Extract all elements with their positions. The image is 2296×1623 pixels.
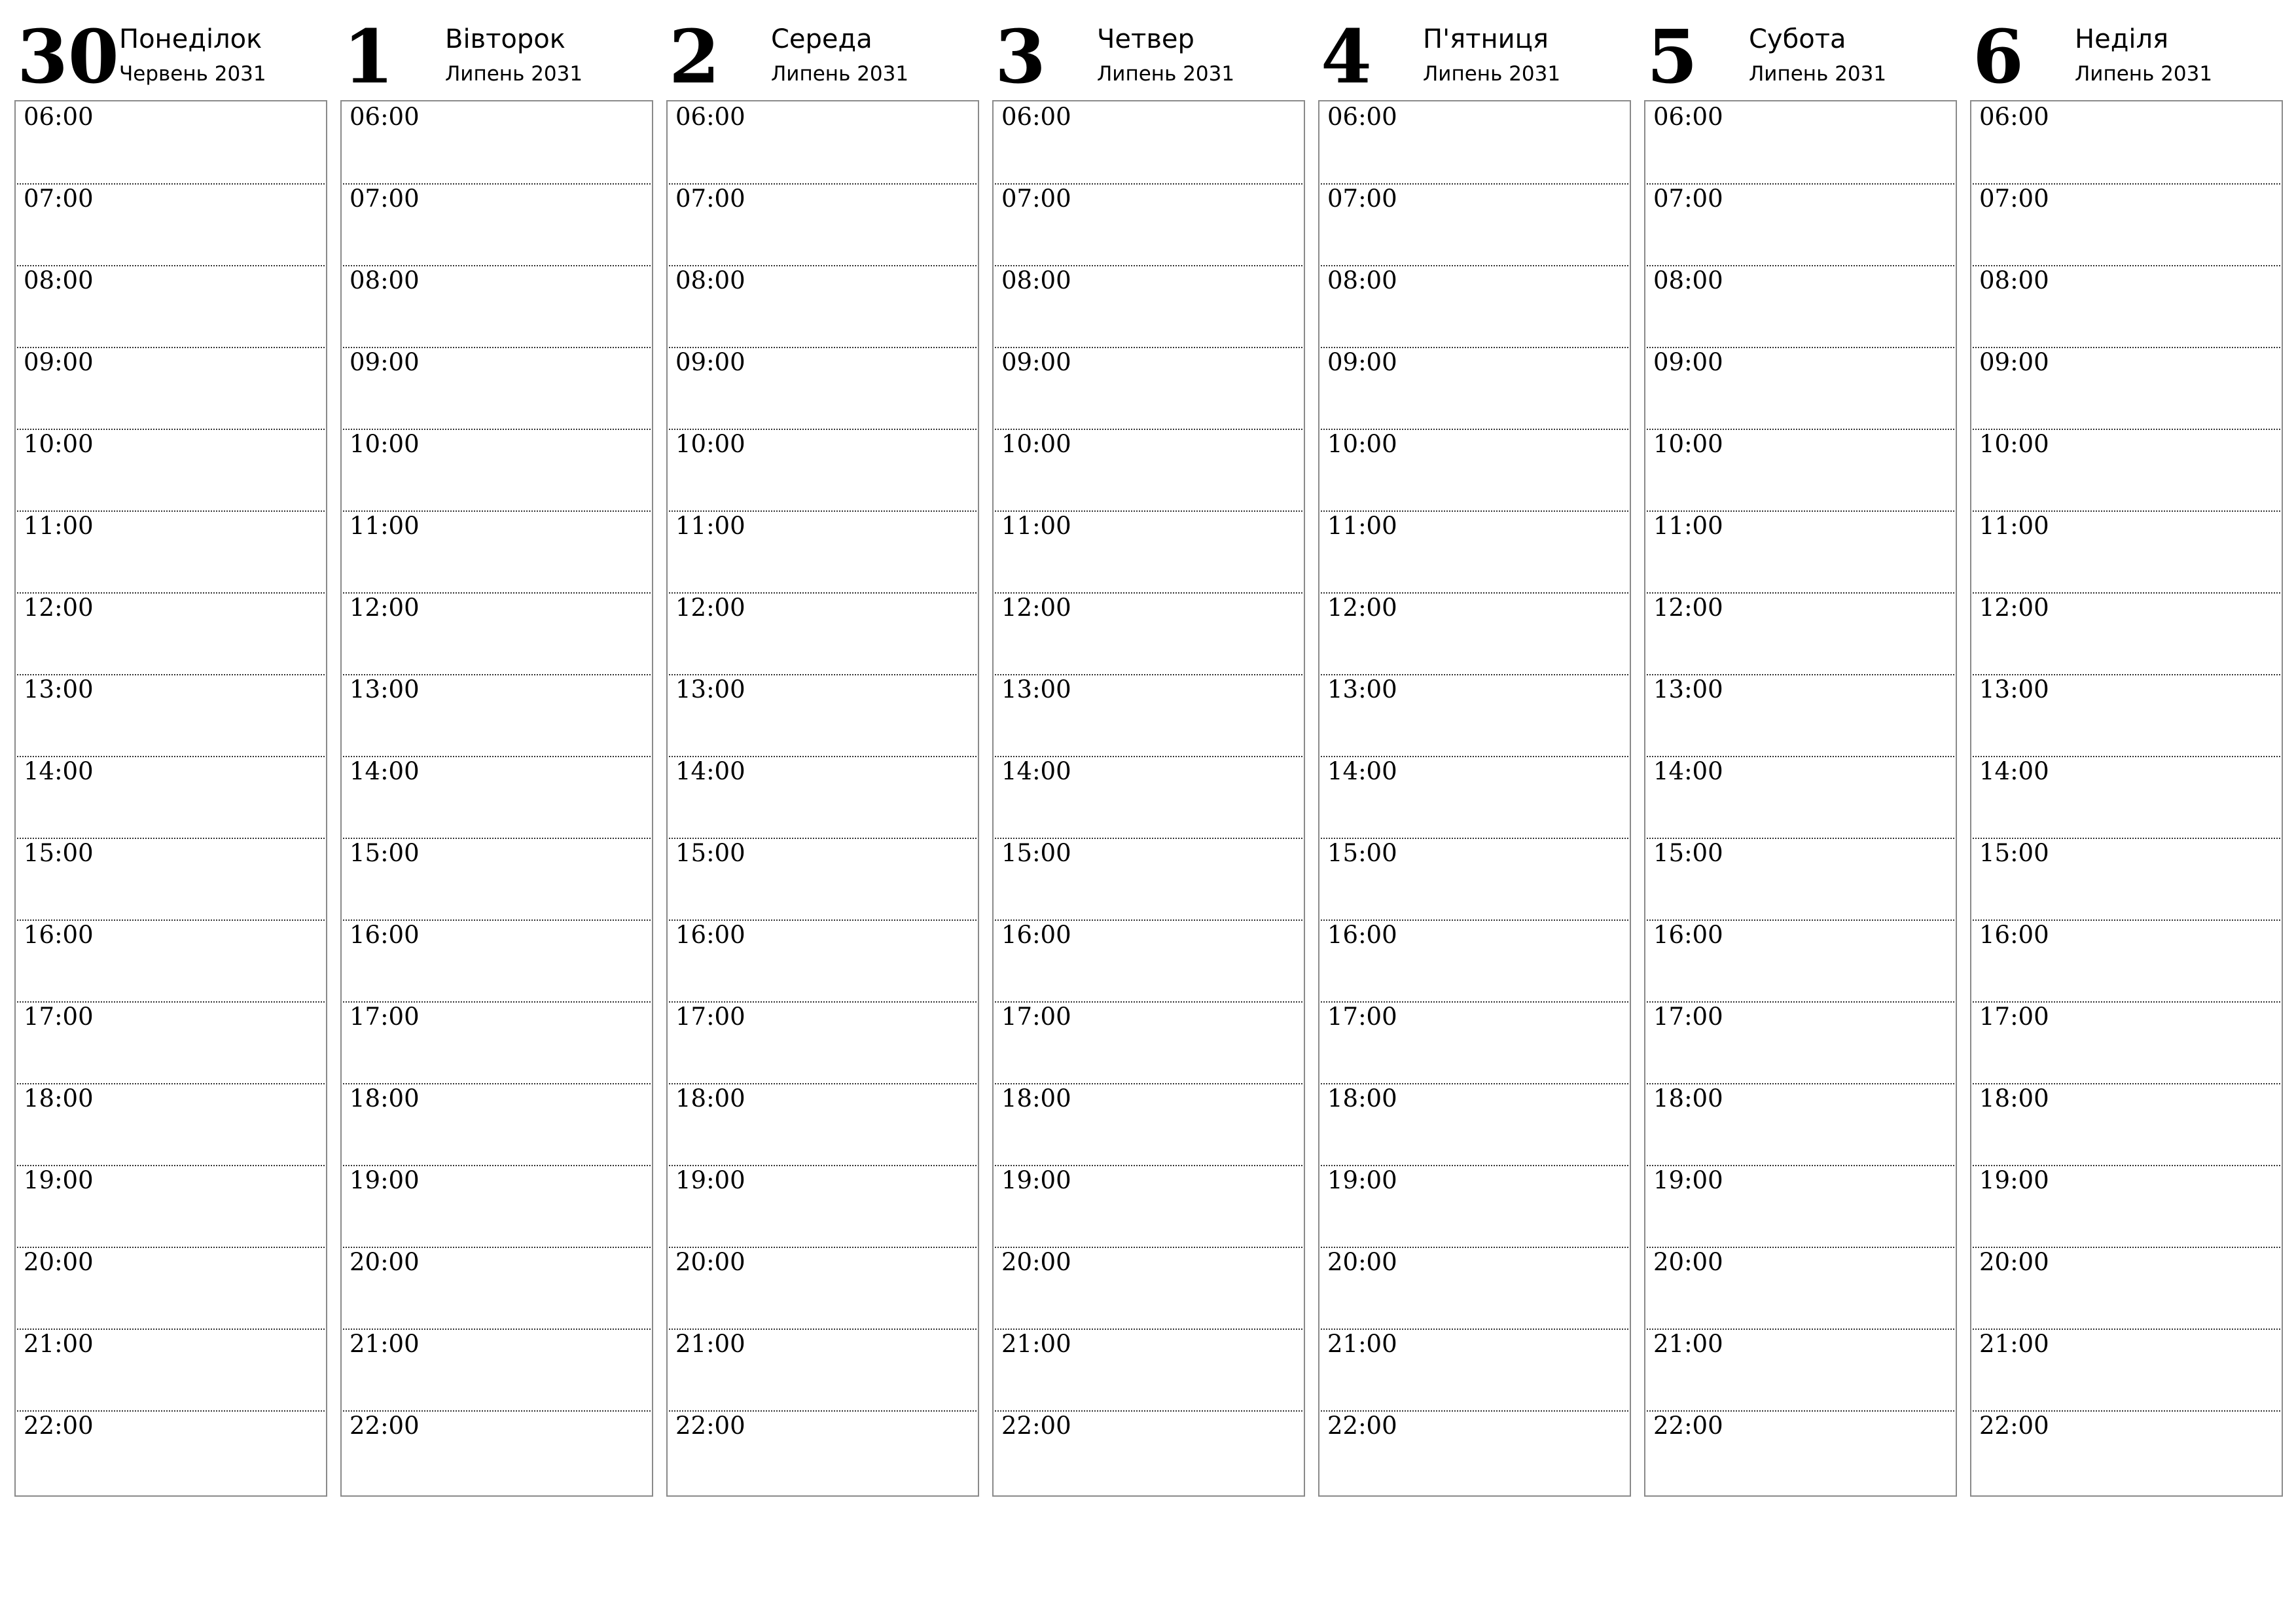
time-slot[interactable]	[1971, 265, 2282, 347]
slot-time-label: 16:00	[24, 921, 94, 949]
time-slot[interactable]	[1319, 838, 1630, 919]
day-schedule-box	[666, 100, 979, 1497]
slot-time-label: 08:00	[1001, 266, 1071, 294]
slot-time-label: 13:00	[1979, 675, 2049, 704]
time-slot[interactable]	[1319, 674, 1630, 756]
time-slot[interactable]	[668, 1001, 978, 1083]
slot-time-label: 13:00	[1001, 675, 1071, 704]
time-slot[interactable]	[16, 919, 326, 1001]
slot-time-label: 11:00	[675, 512, 745, 540]
month-label: Липень 2031	[771, 62, 909, 86]
slot-time-label: 06:00	[24, 103, 94, 131]
slot-time-label: 11:00	[1001, 512, 1071, 540]
slot-time-label: 18:00	[1327, 1084, 1397, 1113]
slot-time-label: 22:00	[1001, 1412, 1071, 1440]
time-slot[interactable]	[994, 1329, 1304, 1410]
slot-time-label: 17:00	[1653, 1003, 1723, 1031]
slot-time-label: 20:00	[1979, 1248, 2049, 1276]
slot-time-label: 10:00	[1327, 430, 1397, 458]
slot-time-label: 10:00	[675, 430, 745, 458]
slot-time-label: 17:00	[350, 1003, 420, 1031]
slot-time-label: 07:00	[24, 185, 94, 213]
time-slot[interactable]	[1971, 1001, 2282, 1083]
time-slot[interactable]	[342, 265, 652, 347]
time-slot[interactable]	[1319, 347, 1630, 429]
time-slot[interactable]	[994, 1001, 1304, 1083]
time-slot[interactable]	[994, 1247, 1304, 1329]
time-slot[interactable]	[668, 101, 978, 183]
time-slot[interactable]	[668, 756, 978, 838]
time-slot[interactable]	[994, 919, 1304, 1001]
slot-time-label: 22:00	[675, 1412, 745, 1440]
slot-time-label: 08:00	[350, 266, 420, 294]
day-header	[992, 0, 1305, 99]
time-slot[interactable]	[1319, 592, 1630, 674]
time-slot[interactable]	[342, 674, 652, 756]
month-label: Липень 2031	[2075, 62, 2213, 86]
time-slot[interactable]	[1971, 1410, 2282, 1492]
slot-time-label: 09:00	[24, 348, 94, 376]
slot-time-label: 08:00	[1653, 266, 1723, 294]
day-schedule-box	[14, 100, 327, 1497]
day-number: 1	[343, 14, 394, 100]
slot-time-label: 22:00	[1979, 1412, 2049, 1440]
slot-time-label: 16:00	[350, 921, 420, 949]
slot-time-label: 22:00	[24, 1412, 94, 1440]
time-slot[interactable]	[668, 919, 978, 1001]
time-slot[interactable]	[1971, 1083, 2282, 1165]
slot-time-label: 13:00	[24, 675, 94, 704]
time-slot[interactable]	[994, 674, 1304, 756]
slot-time-label: 15:00	[1979, 839, 2049, 867]
slot-time-label: 17:00	[1001, 1003, 1071, 1031]
time-slot[interactable]	[1971, 1329, 2282, 1410]
time-slot[interactable]	[1971, 592, 2282, 674]
month-label: Липень 2031	[1423, 62, 1561, 86]
slot-time-label: 19:00	[1979, 1166, 2049, 1194]
time-slot[interactable]	[1645, 101, 1956, 183]
weekday-label: П'ятниця	[1423, 24, 1549, 54]
slot-time-label: 15:00	[350, 839, 420, 867]
slot-time-label: 06:00	[350, 103, 420, 131]
time-slot[interactable]	[668, 429, 978, 510]
slot-time-label: 12:00	[24, 594, 94, 622]
time-slot[interactable]	[16, 674, 326, 756]
time-slot[interactable]	[1319, 1165, 1630, 1247]
slot-time-label: 15:00	[24, 839, 94, 867]
weekday-label: Понеділок	[119, 24, 262, 54]
time-slot[interactable]	[16, 101, 326, 183]
slot-time-label: 13:00	[1327, 675, 1397, 704]
slot-time-label: 14:00	[1327, 757, 1397, 785]
time-slot[interactable]	[16, 347, 326, 429]
weekday-label: Неділя	[2075, 24, 2169, 54]
time-slot[interactable]	[668, 1410, 978, 1492]
day-header	[1318, 0, 1631, 99]
slot-time-label: 06:00	[675, 103, 745, 131]
slot-time-label: 11:00	[350, 512, 420, 540]
time-slot[interactable]	[668, 183, 978, 265]
slot-time-label: 13:00	[350, 675, 420, 704]
time-slot[interactable]	[342, 838, 652, 919]
slot-time-label: 12:00	[675, 594, 745, 622]
day-number: 4	[1321, 14, 1372, 100]
day-number: 6	[1973, 14, 2024, 100]
slot-time-label: 07:00	[350, 185, 420, 213]
time-slot[interactable]	[1319, 1083, 1630, 1165]
time-slot[interactable]	[994, 510, 1304, 592]
slot-time-label: 14:00	[1001, 757, 1071, 785]
time-slot[interactable]	[1645, 592, 1956, 674]
time-slot[interactable]	[1971, 756, 2282, 838]
slot-time-label: 17:00	[24, 1003, 94, 1031]
slot-time-label: 15:00	[675, 839, 745, 867]
time-slot[interactable]	[1971, 919, 2282, 1001]
slot-time-label: 20:00	[24, 1248, 94, 1276]
time-slot[interactable]	[342, 183, 652, 265]
weekday-label: Середа	[771, 24, 872, 54]
time-slot[interactable]	[1971, 429, 2282, 510]
time-slot[interactable]	[1971, 510, 2282, 592]
month-label: Червень 2031	[119, 62, 266, 86]
slot-time-label: 22:00	[1653, 1412, 1723, 1440]
slot-time-label: 09:00	[1001, 348, 1071, 376]
slot-time-label: 09:00	[675, 348, 745, 376]
time-slot[interactable]	[1645, 510, 1956, 592]
slot-time-label: 14:00	[350, 757, 420, 785]
time-slot[interactable]	[668, 347, 978, 429]
slot-time-label: 10:00	[1001, 430, 1071, 458]
time-slot[interactable]	[1319, 1329, 1630, 1410]
weekday-label: Четвер	[1097, 24, 1194, 54]
time-slot[interactable]	[16, 838, 326, 919]
slot-time-label: 19:00	[1001, 1166, 1071, 1194]
slot-time-label: 17:00	[1327, 1003, 1397, 1031]
day-column	[992, 0, 1305, 1440]
day-header	[1970, 0, 2283, 99]
slot-time-label: 09:00	[1653, 348, 1723, 376]
time-slot[interactable]	[16, 429, 326, 510]
day-column	[1970, 0, 2283, 1440]
slot-time-label: 16:00	[1979, 921, 2049, 949]
time-slot[interactable]	[994, 592, 1304, 674]
slot-time-label: 21:00	[1001, 1330, 1071, 1358]
slot-time-label: 12:00	[1327, 594, 1397, 622]
slot-time-label: 18:00	[350, 1084, 420, 1113]
slot-time-label: 17:00	[1979, 1003, 2049, 1031]
time-slot[interactable]	[342, 1410, 652, 1492]
slot-time-label: 21:00	[24, 1330, 94, 1358]
slot-time-label: 07:00	[1001, 185, 1071, 213]
slot-time-label: 06:00	[1001, 103, 1071, 131]
slot-time-label: 13:00	[675, 675, 745, 704]
time-slot[interactable]	[1319, 1247, 1630, 1329]
slot-time-label: 20:00	[675, 1248, 745, 1276]
time-slot[interactable]	[342, 101, 652, 183]
time-slot[interactable]	[1319, 1410, 1630, 1492]
time-slot[interactable]	[342, 1083, 652, 1165]
slot-time-label: 10:00	[1979, 430, 2049, 458]
time-slot[interactable]	[1971, 1165, 2282, 1247]
slot-time-label: 09:00	[350, 348, 420, 376]
day-schedule-box	[340, 100, 653, 1497]
slot-time-label: 18:00	[1979, 1084, 2049, 1113]
time-slot[interactable]	[1645, 429, 1956, 510]
time-slot[interactable]	[1645, 838, 1956, 919]
slot-time-label: 21:00	[350, 1330, 420, 1358]
slot-time-label: 18:00	[24, 1084, 94, 1113]
time-slot[interactable]	[994, 1165, 1304, 1247]
slot-time-label: 07:00	[675, 185, 745, 213]
day-schedule-box	[1970, 100, 2283, 1497]
time-slot[interactable]	[16, 183, 326, 265]
time-slot[interactable]	[1971, 1247, 2282, 1329]
time-slot[interactable]	[1319, 183, 1630, 265]
slot-time-label: 20:00	[1653, 1248, 1723, 1276]
time-slot[interactable]	[16, 510, 326, 592]
slot-time-label: 08:00	[1327, 266, 1397, 294]
slot-time-label: 14:00	[1979, 757, 2049, 785]
time-slot[interactable]	[1971, 101, 2282, 183]
slot-time-label: 19:00	[24, 1166, 94, 1194]
slot-time-label: 11:00	[1653, 512, 1723, 540]
slot-time-label: 06:00	[1979, 103, 2049, 131]
time-slot[interactable]	[668, 592, 978, 674]
time-slot[interactable]	[1971, 674, 2282, 756]
day-column	[666, 0, 979, 1440]
time-slot[interactable]	[342, 919, 652, 1001]
day-header	[666, 0, 979, 99]
time-slot[interactable]	[342, 592, 652, 674]
slot-time-label: 06:00	[1327, 103, 1397, 131]
time-slot[interactable]	[1645, 347, 1956, 429]
time-slot[interactable]	[16, 1001, 326, 1083]
time-slot[interactable]	[1645, 183, 1956, 265]
time-slot[interactable]	[342, 1001, 652, 1083]
slot-time-label: 06:00	[1653, 103, 1723, 131]
slot-time-label: 16:00	[1001, 921, 1071, 949]
time-slot[interactable]	[1645, 265, 1956, 347]
slot-time-label: 22:00	[1327, 1412, 1397, 1440]
slot-time-label: 08:00	[24, 266, 94, 294]
day-column	[340, 0, 653, 1440]
slot-time-label: 21:00	[1327, 1330, 1397, 1358]
slot-time-label: 11:00	[1979, 512, 2049, 540]
slot-time-label: 17:00	[675, 1003, 745, 1031]
day-number: 30	[17, 14, 119, 100]
time-slot[interactable]	[668, 510, 978, 592]
time-slot[interactable]	[668, 1165, 978, 1247]
time-slot[interactable]	[16, 1165, 326, 1247]
day-header	[1644, 0, 1957, 99]
time-slot[interactable]	[1319, 101, 1630, 183]
time-slot[interactable]	[1319, 265, 1630, 347]
day-schedule-box	[1644, 100, 1957, 1497]
time-slot[interactable]	[342, 347, 652, 429]
day-column	[1318, 0, 1631, 1440]
slot-time-label: 09:00	[1979, 348, 2049, 376]
slot-time-label: 11:00	[24, 512, 94, 540]
slot-time-label: 14:00	[1653, 757, 1723, 785]
time-slot[interactable]	[668, 674, 978, 756]
time-slot[interactable]	[1645, 756, 1956, 838]
time-slot[interactable]	[994, 1410, 1304, 1492]
time-slot[interactable]	[1971, 838, 2282, 919]
time-slot[interactable]	[16, 1410, 326, 1492]
time-slot[interactable]	[16, 592, 326, 674]
weekday-label: Вівторок	[445, 24, 565, 54]
time-slot[interactable]	[16, 1247, 326, 1329]
time-slot[interactable]	[342, 756, 652, 838]
time-slot[interactable]	[16, 1329, 326, 1410]
slot-time-label: 12:00	[1979, 594, 2049, 622]
slot-time-label: 13:00	[1653, 675, 1723, 704]
day-schedule-box	[1318, 100, 1631, 1497]
slot-time-label: 07:00	[1653, 185, 1723, 213]
slot-time-label: 07:00	[1327, 185, 1397, 213]
slot-time-label: 08:00	[675, 266, 745, 294]
slot-time-label: 12:00	[1001, 594, 1071, 622]
time-slot[interactable]	[1645, 674, 1956, 756]
slot-time-label: 08:00	[1979, 266, 2049, 294]
slot-time-label: 15:00	[1001, 839, 1071, 867]
time-slot[interactable]	[1319, 756, 1630, 838]
slot-time-label: 09:00	[1327, 348, 1397, 376]
slot-time-label: 19:00	[675, 1166, 745, 1194]
slot-time-label: 12:00	[350, 594, 420, 622]
time-slot[interactable]	[1645, 1329, 1956, 1410]
slot-time-label: 10:00	[1653, 430, 1723, 458]
slot-time-label: 16:00	[675, 921, 745, 949]
time-slot[interactable]	[1645, 1165, 1956, 1247]
time-slot[interactable]	[994, 429, 1304, 510]
slot-time-label: 15:00	[1653, 839, 1723, 867]
time-slot[interactable]	[1645, 1083, 1956, 1165]
weekday-label: Субота	[1749, 24, 1846, 54]
slot-time-label: 21:00	[675, 1330, 745, 1358]
slot-time-label: 12:00	[1653, 594, 1723, 622]
day-header	[14, 0, 327, 99]
time-slot[interactable]	[994, 347, 1304, 429]
time-slot[interactable]	[1319, 429, 1630, 510]
month-label: Липень 2031	[445, 62, 583, 86]
day-number: 5	[1647, 14, 1698, 100]
time-slot[interactable]	[342, 429, 652, 510]
slot-time-label: 18:00	[1653, 1084, 1723, 1113]
slot-time-label: 16:00	[1327, 921, 1397, 949]
time-slot[interactable]	[342, 1329, 652, 1410]
time-slot[interactable]	[994, 265, 1304, 347]
time-slot[interactable]	[994, 101, 1304, 183]
time-slot[interactable]	[1971, 183, 2282, 265]
slot-time-label: 16:00	[1653, 921, 1723, 949]
slot-time-label: 20:00	[350, 1248, 420, 1276]
time-slot[interactable]	[1971, 347, 2282, 429]
time-slot[interactable]	[1319, 1001, 1630, 1083]
time-slot[interactable]	[1319, 510, 1630, 592]
slot-time-label: 19:00	[1653, 1166, 1723, 1194]
time-slot[interactable]	[668, 265, 978, 347]
day-number: 3	[995, 14, 1046, 100]
month-label: Липень 2031	[1749, 62, 1887, 86]
time-slot[interactable]	[16, 1083, 326, 1165]
time-slot[interactable]	[1645, 1247, 1956, 1329]
slot-time-label: 10:00	[350, 430, 420, 458]
time-slot[interactable]	[668, 838, 978, 919]
time-slot[interactable]	[668, 1329, 978, 1410]
time-slot[interactable]	[1645, 1410, 1956, 1492]
slot-time-label: 20:00	[1327, 1248, 1397, 1276]
time-slot[interactable]	[1319, 919, 1630, 1001]
time-slot[interactable]	[16, 756, 326, 838]
time-slot[interactable]	[994, 1083, 1304, 1165]
time-slot[interactable]	[342, 510, 652, 592]
slot-time-label: 19:00	[350, 1166, 420, 1194]
time-slot[interactable]	[16, 265, 326, 347]
slot-time-label: 21:00	[1979, 1330, 2049, 1358]
slot-time-label: 18:00	[1001, 1084, 1071, 1113]
slot-time-label: 07:00	[1979, 185, 2049, 213]
slot-time-label: 10:00	[24, 430, 94, 458]
month-label: Липень 2031	[1097, 62, 1235, 86]
time-slot[interactable]	[668, 1247, 978, 1329]
time-slot[interactable]	[668, 1083, 978, 1165]
time-slot[interactable]	[994, 756, 1304, 838]
day-column	[1644, 0, 1957, 1440]
day-column	[14, 0, 327, 1440]
time-slot[interactable]	[1645, 1001, 1956, 1083]
time-slot[interactable]	[994, 838, 1304, 919]
slot-time-label: 21:00	[1653, 1330, 1723, 1358]
day-header	[340, 0, 653, 99]
time-slot[interactable]	[342, 1165, 652, 1247]
slot-time-label: 20:00	[1001, 1248, 1071, 1276]
slot-time-label: 22:00	[350, 1412, 420, 1440]
time-slot[interactable]	[1645, 919, 1956, 1001]
time-slot[interactable]	[994, 183, 1304, 265]
day-schedule-box	[992, 100, 1305, 1497]
slot-time-label: 18:00	[675, 1084, 745, 1113]
day-number: 2	[669, 14, 720, 100]
slot-time-label: 19:00	[1327, 1166, 1397, 1194]
slot-time-label: 15:00	[1327, 839, 1397, 867]
slot-time-label: 11:00	[1327, 512, 1397, 540]
time-slot[interactable]	[342, 1247, 652, 1329]
slot-time-label: 14:00	[24, 757, 94, 785]
slot-time-label: 14:00	[675, 757, 745, 785]
